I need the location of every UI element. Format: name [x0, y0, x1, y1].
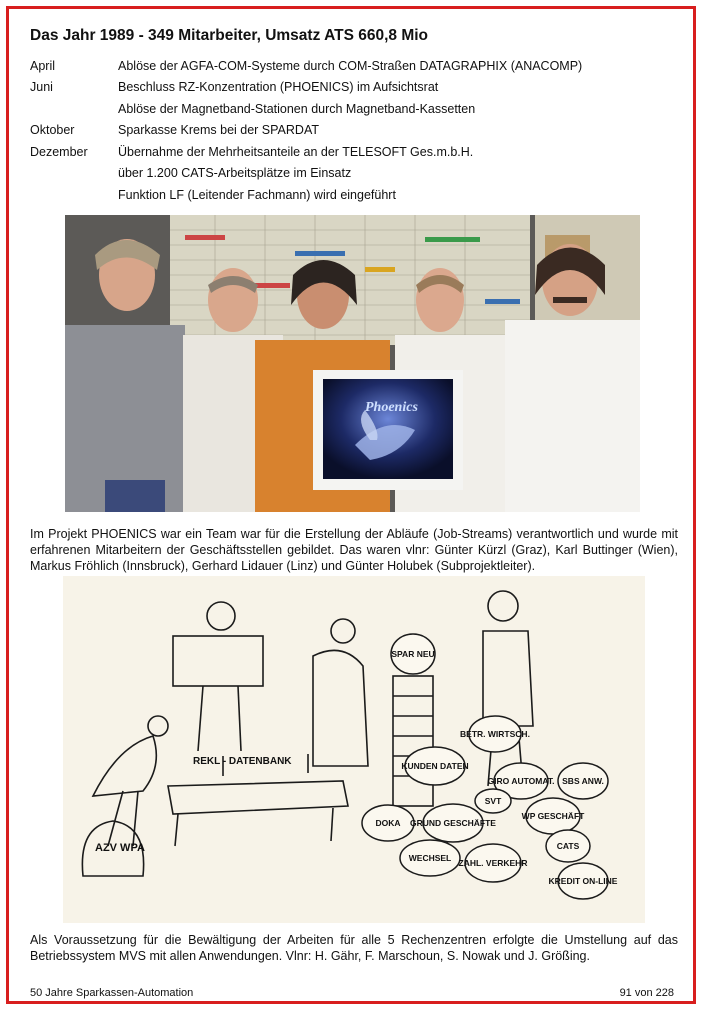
timeline-text: Ablöse der Magnetband-Stationen durch Magnetband-Kassetten	[118, 102, 476, 116]
coin-label: DOKA	[375, 818, 401, 828]
poster-label: Phoenics	[365, 400, 418, 415]
coin-label: KREDIT ON-LINE	[548, 876, 618, 886]
coin-label: GIRO AUTOMAT.	[487, 776, 555, 786]
timeline-text: Übernahme der Mehrheitsanteile an der TELESOFT Ges.m.b.H.	[118, 145, 474, 159]
page-title: Das Jahr 1989 - 349 Mitarbeiter, Umsatz ATS 660,8 Mio	[30, 27, 429, 44]
coin-label: CATS	[556, 841, 580, 851]
coin-label: SVT	[484, 796, 502, 806]
coin-label: KUNDEN DATEN	[401, 761, 469, 771]
cartoon-drawing	[63, 576, 645, 923]
coin-label: WECHSEL	[408, 853, 452, 863]
timeline-text: über 1.200 CATS-Arbeitsplätze im Einsatz	[118, 166, 352, 180]
timeline-text: Funktion LF (Leitender Fachmann) wird eingeführt	[118, 188, 396, 202]
timeline-text: Beschluss RZ-Konzentration (PHOENICS) im Aufsichtsrat	[118, 80, 439, 94]
footer-page-number: 91 von 228	[619, 987, 674, 999]
coin-label: ZAHL. VERKEHR	[458, 858, 528, 868]
footer-left: 50 Jahre Sparkassen-Automation	[30, 987, 194, 999]
coin-label: BETR. WIRTSCH.	[460, 729, 530, 739]
coin-label: SPAR NEU	[391, 649, 435, 659]
cartoon-illustration	[63, 576, 645, 923]
timeline-month: Juni	[30, 80, 53, 94]
sack-label: AZV WPA	[95, 842, 145, 854]
coin-label: WP GESCHÄFT	[521, 811, 585, 821]
coin-label: GRUND GESCHÄFTE	[410, 818, 496, 828]
bench-sign-label: REKL - DATENBANK	[193, 756, 292, 767]
timeline-month: Oktober	[30, 123, 75, 137]
photo-caption: Im Projekt PHOENICS war ein Team war für die Erstellung der Abläufe (Job-Streams) verantwortlich und wurde mit erfahrenen Mitarbeitern der Geschäftsstellen gebildet. Das waren vlnr: Günter Kürzl (Graz), Karl Buttinger (Wien), Markus Fröhlich (Innsbruck), Gerhard Lidauer (Linz) und Günter Holubek (Subprojektleiter).	[30, 527, 678, 573]
cartoon-caption: Als Voraussetzung für die Bewältigung der Arbeiten für alle 5 Rechenzentren erfolgte die Umstellung auf das Betriebssystem MVS mit allen Anwendungen. Vlnr: H. Gähr, F. Marschoun, S. Nowak und J. Größing.	[30, 933, 678, 963]
timeline-month: April	[30, 59, 56, 73]
team-photo-illustration	[65, 215, 640, 512]
timeline-month: Dezember	[30, 145, 88, 159]
timeline-text: Sparkasse Krems bei der SPARDAT	[118, 123, 319, 137]
team-photo	[65, 215, 640, 512]
coin-label: SBS ANW.	[562, 776, 604, 786]
timeline-text: Ablöse der AGFA-COM-Systeme durch COM-Straßen DATAGRAPHIX (ANACOMP)	[118, 59, 583, 73]
